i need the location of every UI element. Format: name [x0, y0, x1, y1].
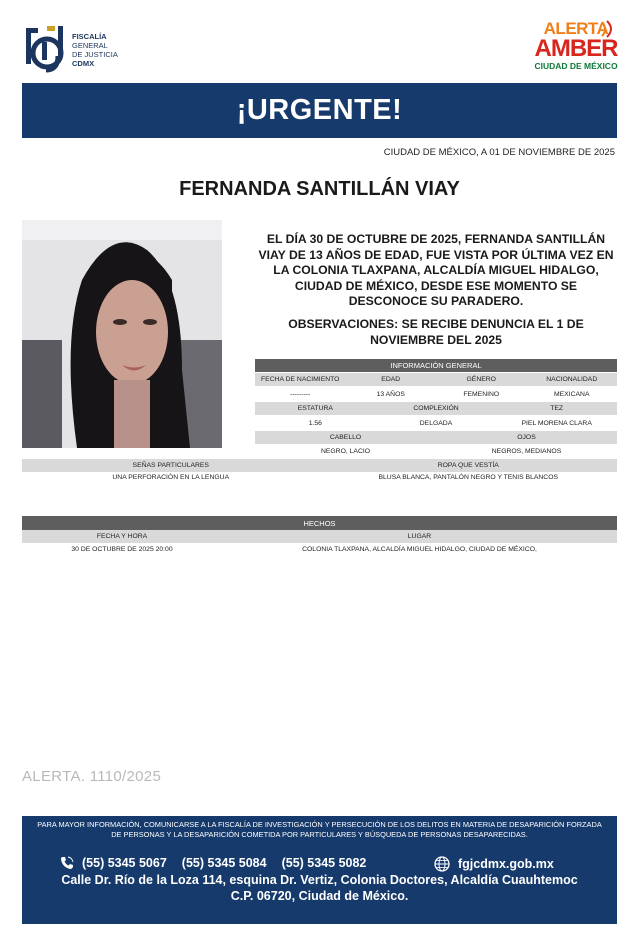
globe-icon	[434, 856, 450, 872]
value-complexion: PIEL MORENA CLARA	[521, 420, 592, 427]
info-row3-labels	[255, 431, 617, 444]
hechos-values	[22, 543, 617, 556]
phone-2[interactable]: (55) 5345 5084	[181, 856, 267, 870]
value-place: COLONIA TLAXPANA, ALCALDÍA MIGUEL HIDALGO, CIUDAD DE MÉXICO,	[302, 546, 537, 553]
phone-1[interactable]: (55) 5345 5067	[82, 856, 167, 870]
info-row2-values	[255, 417, 617, 430]
footer-address	[22, 872, 617, 904]
amber-alert-logo	[530, 20, 622, 82]
label-hair: CABELLO	[329, 434, 362, 441]
label-clothing: ROPA QUE VESTÍA	[437, 462, 499, 469]
label-build: COMPLEXIÓN	[413, 405, 459, 412]
amber-line-3: CIUDAD DE MÉXICO	[534, 61, 618, 71]
value-distinguishing-marks: UNA PERFORACIÓN EN LA LENGUA	[112, 474, 230, 481]
amber-line-2: AMBER	[534, 35, 618, 62]
label-gender: GÉNERO	[466, 376, 496, 383]
label-distinguishing-marks: SEÑAS PARTICULARES	[132, 462, 209, 469]
info-row1-values	[255, 388, 617, 401]
person-photo	[22, 220, 222, 448]
value-gender: FEMENINO	[463, 391, 500, 398]
hechos-labels	[22, 530, 617, 543]
urgent-banner: ¡URGENTE!	[22, 83, 617, 138]
label-place: LUGAR	[407, 533, 432, 540]
fgj-line-3: DE JUSTICIA	[72, 50, 118, 59]
portrait-image	[22, 220, 222, 448]
person-name: FERNANDA SANTILLÁN VIAY	[179, 178, 460, 200]
info-row4-values	[22, 471, 617, 484]
address-line-2: C.P. 06720, Ciudad de México.	[230, 889, 409, 903]
info-row3-values	[255, 445, 617, 458]
value-birthdate: ---------	[290, 391, 311, 398]
label-age: EDAD	[381, 376, 401, 383]
label-eyes: OJOS	[517, 434, 536, 441]
phone-3[interactable]: (55) 5345 5082	[281, 856, 367, 870]
date-line: CIUDAD DE MÉXICO, A 01 DE NOVIEMBRE DE 2025	[383, 147, 615, 158]
fgj-text	[72, 32, 118, 68]
value-build: DELGADA	[419, 420, 453, 427]
observations-text: OBSERVACIONES: SE RECIBE DENUNCIA EL 1 DE NOVIEMBRE DEL 2025	[288, 317, 584, 347]
value-hair: NEGRO, LACIO	[320, 448, 371, 455]
fgj-line-1: FISCALÍA	[72, 32, 107, 41]
info-row2-labels	[255, 402, 617, 415]
phone-icon	[60, 856, 74, 870]
fgj-emblem-icon	[22, 24, 68, 74]
value-nationality: MEXICANA	[553, 391, 590, 398]
footer	[22, 816, 617, 924]
info-general-header: INFORMACIÓN GENERAL	[255, 359, 617, 372]
footer-info: PARA MAYOR INFORMACIÓN, COMUNICARSE A LA FISCALÍA DE INVESTIGACIÓN Y PERSECUCIÓN DE LOS DELITOS EN MATERIA DE DESAPARICIÓN FORZADA DE PERSONAS Y LA DESAPARICIÓN COMETIDA POR PARTICULARES Y BÚSQUEDA DE PERSONAS DESAPARECIDAS.	[37, 820, 602, 839]
website-link[interactable]: fgjcdmx.gob.mx	[458, 857, 554, 871]
label-nationality: NACIONALIDAD	[546, 376, 598, 383]
label-birthdate: FECHA DE NACIMIENTO	[261, 376, 340, 383]
value-date-time: 30 DE OCTUBRE DE 2025 20:00	[71, 546, 173, 553]
label-complexion: TEZ	[550, 405, 564, 412]
value-eyes: NEGROS, MEDIANOS	[491, 448, 562, 455]
value-clothing: BLUSA BLANCA, PANTALÓN NEGRO Y TENIS BLANCOS	[378, 474, 559, 481]
footer-phones	[60, 856, 381, 870]
narrative-text: EL DÍA 30 DE OCTUBRE DE 2025, FERNANDA SANTILLÁN VIAY DE 13 AÑOS DE EDAD, FUE VISTA POR ÚLTIMA VEZ EN LA COLONIA TLAXPANA, ALCALDÍA MIGUEL HIDALGO, CIUDAD DE MÉXICO, DESDE ESE MOMENTO SE DESCONOCE SU PARADERO.	[258, 232, 614, 308]
address-line-1: Calle Dr. Río de la Loza 114, esquina Dr. Vertiz, Colonia Doctores, Alcaldía Cuauhtemoc	[61, 873, 578, 887]
label-date-time: FECHA Y HORA	[96, 533, 148, 540]
signal-waves-icon	[600, 20, 616, 38]
label-height: ESTATURA	[297, 405, 333, 412]
info-row1-labels	[255, 373, 617, 386]
hechos-header: HECHOS	[22, 516, 617, 530]
footer-website	[434, 856, 554, 872]
fgj-logo	[22, 24, 132, 76]
fgj-line-4: CDMX	[72, 59, 95, 68]
amber-line-1: ALERTA	[543, 19, 609, 38]
value-height: 1.56	[308, 420, 322, 427]
fgj-line-2: GENERAL	[72, 41, 108, 50]
value-age: 13 AÑOS	[376, 391, 405, 398]
alert-number: ALERTA. 1110/2025	[22, 768, 162, 785]
